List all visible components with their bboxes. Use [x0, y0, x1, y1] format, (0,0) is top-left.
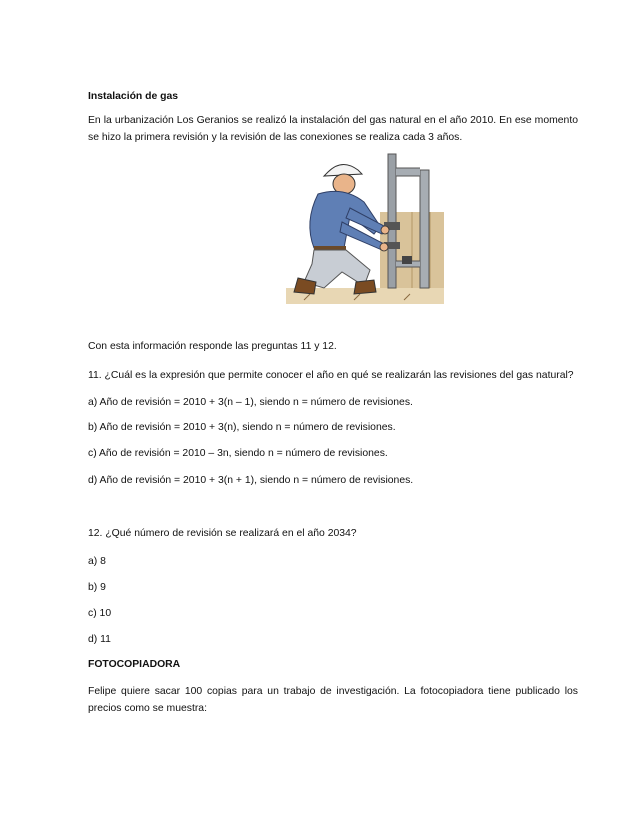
question-11-option-c: c) Año de revisión = 2010 – 3n, siendo n = número de revisiones.: [88, 448, 388, 459]
question-11-option-d: d) Año de revisión = 2010 + 3(n + 1), siendo n = número de revisiones.: [88, 475, 414, 486]
gas-section-intro: En la urbanización Los Geranios se realizó la instalación del gas natural en el año 2010. En ese momento se hizo la primera revisión y la revisión de las conexiones se realiza cada 3 años.: [88, 115, 578, 143]
question-11-option-a: a) Año de revisión = 2010 + 3(n – 1), siendo n = número de revisiones.: [88, 397, 413, 408]
gas-section-title: Instalación de gas: [88, 91, 179, 102]
question-12-option-a: a) 8: [88, 556, 106, 567]
question-12: 12. ¿Qué número de revisión se realizará en el año 2034?: [88, 528, 357, 539]
question-12-option-c: c) 10: [88, 608, 112, 619]
photocopy-section-title: FOTOCOPIADORA: [88, 659, 181, 670]
question-11: 11. ¿Cuál es la expresión que permite conocer el año en qué se realizarán las revisiones del gas natural?: [88, 370, 574, 381]
question-11-option-b: b) Año de revisión = 2010 + 3(n), siendo n = número de revisiones.: [88, 422, 396, 433]
question-12-option-d: d) 11: [88, 634, 111, 645]
photocopy-section-text: Felipe quiere sacar 100 copias para un trabajo de investigación. La fotocopiadora tiene publicado los precios como se muestra:: [88, 686, 578, 714]
worker-installing-gas-pipes-icon: [284, 152, 446, 304]
question-12-option-b: b) 9: [88, 582, 106, 593]
gas-section-instruction: Con esta información responde las preguntas 11 y 12.: [88, 341, 337, 352]
